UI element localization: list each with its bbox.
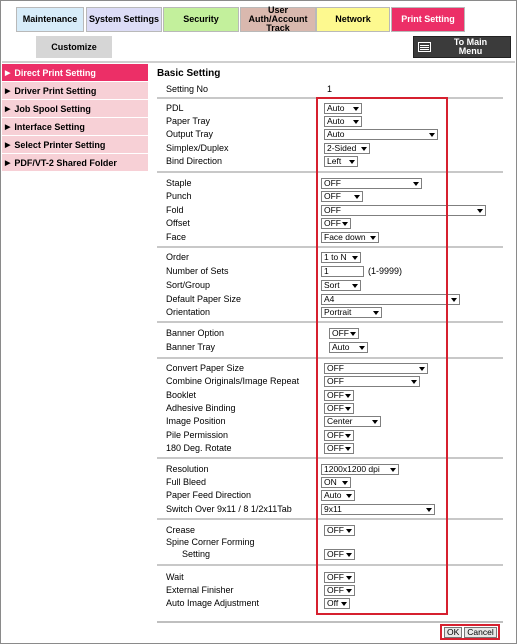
triangle-right-icon: ▶ [5,123,11,131]
tab-label: System Settings [88,14,160,24]
page-title: Basic Setting [157,68,221,79]
sidebar-item-driver-print-setting[interactable] [2,82,148,100]
simplex-duplex-label: Simplex/Duplex [166,143,229,153]
pdl-value: Auto [327,103,345,113]
paper-feed-direction-value: Auto [324,490,342,500]
triangle-right-icon: ▶ [5,141,11,149]
setting-no-value: 1 [327,84,333,94]
fold-value: OFF [324,205,341,215]
banner-tray-label: Banner Tray [166,342,216,352]
number-of-sets-label: Number of Sets [166,266,229,276]
sidebar-item-interface-setting[interactable] [2,118,148,136]
orientation-value: Portrait [324,307,352,317]
order-label: Order [166,252,190,262]
number-of-sets-range: (1-9999) [368,266,403,276]
pile-permission-label: Pile Permission [166,430,229,440]
sidebar-item-label: Select Printer Setting [14,139,106,150]
face-value: Face down [324,232,366,242]
wait-value: OFF [327,572,344,582]
pdl-label: PDL [166,103,184,113]
offset-value: OFF [324,218,341,228]
tab-security[interactable] [163,7,239,32]
sidebar-item-label: Direct Print Setting [14,67,96,78]
setting-no-label: Setting No [166,84,209,94]
banner-option-label: Banner Option [166,328,225,338]
rotate-180-label: 180 Deg. Rotate [166,443,232,453]
triangle-right-icon: ▶ [5,159,11,167]
combine-originals-label: Combine Originals/Image Repeat [166,376,300,386]
subtab-label: Customize [51,42,97,52]
auto-image-adjustment-value: Off [327,598,339,608]
triangle-right-icon: ▶ [5,87,11,95]
spine-corner-forming-label: Spine Corner Forming [166,537,255,547]
footer-divider [157,621,503,623]
orientation-label: Orientation [166,307,211,317]
convert-paper-size-value: OFF [327,363,344,373]
auto-image-adjustment-label: Auto Image Adjustment [166,598,260,608]
offset-label: Offset [166,218,190,228]
external-finisher-label: External Finisher [166,585,234,595]
tab-user-auth-account-track[interactable] [240,7,316,32]
switch-over-label: Switch Over 9x11 / 8 1/2x11Tab [166,504,292,514]
adhesive-binding-label: Adhesive Binding [166,403,236,413]
crease-label: Crease [166,525,196,535]
bind-direction-label: Bind Direction [166,156,223,166]
crease-value: OFF [327,525,344,535]
sidebar-item-label: Job Spool Setting [14,103,91,114]
chevron-down-icon [451,298,457,302]
fold-label: Fold [166,205,184,215]
sidebar-item-direct-print-setting[interactable] [2,64,148,82]
ok-button[interactable]: OK [444,627,462,638]
action-buttons-highlight [440,624,500,640]
to-main-menu-label: To Main Menu [453,37,488,56]
tab-label: Network [335,14,371,24]
sidebar-item-label: PDF/VT-2 Shared Folder [14,157,117,168]
image-position-label: Image Position [166,416,226,426]
tab-print-setting[interactable] [391,7,465,32]
booklet-value: OFF [327,390,344,400]
switch-over-value: 9x11 [324,504,342,514]
output-tray-label: Output Tray [166,129,214,139]
number-of-sets-value: 1 [324,266,329,276]
resolution-label: Resolution [166,464,209,474]
tab-label: Security [183,14,219,24]
external-finisher-value: OFF [327,585,344,595]
triangle-right-icon: ▶ [5,69,11,77]
sort-group-value: Sort [324,280,340,290]
wait-label: Wait [166,572,184,582]
highlight-box [316,97,448,615]
default-paper-size-label: Default Paper Size [166,294,242,304]
default-paper-size-value: A4 [324,294,335,304]
header-divider [2,61,515,63]
image-position-value: Center [327,416,353,426]
full-bleed-label: Full Bleed [166,477,207,487]
order-value: 1 to N [324,252,347,262]
output-tray-value: Auto [327,129,345,139]
triangle-right-icon: ▶ [5,105,11,113]
tab-network[interactable] [316,7,390,32]
sidebar [2,64,148,172]
cancel-button[interactable]: Cancel [464,627,496,638]
adhesive-binding-value: OFF [327,403,344,413]
bind-direction-value: Left [327,156,342,166]
resolution-value: 1200x1200 dpi [324,464,380,474]
to-main-menu-button[interactable] [413,36,511,58]
full-bleed-value: ON [324,477,337,487]
staple-label: Staple [166,178,192,188]
spine-corner-forming-value: OFF [327,549,344,559]
menu-list-icon [418,42,431,52]
combine-originals-value: OFF [327,376,344,386]
main-content [157,66,503,81]
sidebar-item-select-printer-setting[interactable] [2,136,148,154]
sidebar-item-job-spool-setting[interactable] [2,100,148,118]
tab-system-settings[interactable] [86,7,162,32]
sidebar-item-label: Interface Setting [14,121,85,132]
sidebar-item-label: Driver Print Setting [14,85,97,96]
banner-tray-value: Auto [332,342,350,352]
tab-label: Print Setting [401,14,455,24]
booklet-label: Booklet [166,390,197,400]
convert-paper-size-label: Convert Paper Size [166,363,245,373]
paper-tray-value: Auto [327,116,345,126]
tab-label: Maintenance [22,14,78,24]
simplex-duplex-value: 2-Sided [327,143,357,153]
sort-group-label: Sort/Group [166,280,211,290]
subtab-customize[interactable] [36,36,112,58]
banner-option-value: OFF [332,328,349,338]
chevron-down-icon [477,209,483,213]
punch-label: Punch [166,191,192,201]
rotate-180-value: OFF [327,443,344,453]
paper-feed-direction-label: Paper Feed Direction [166,490,252,500]
face-label: Face [166,232,187,242]
tab-label: User Auth/Account Track [248,5,308,33]
sidebar-item-pdf-vt2-shared-folder[interactable] [2,154,148,172]
spine-corner-forming-setting-label: Setting [182,549,211,559]
paper-tray-label: Paper Tray [166,116,211,126]
staple-value: OFF [324,178,341,188]
punch-value: OFF [324,191,341,201]
tab-maintenance[interactable] [16,7,84,32]
pile-permission-value: OFF [327,430,344,440]
